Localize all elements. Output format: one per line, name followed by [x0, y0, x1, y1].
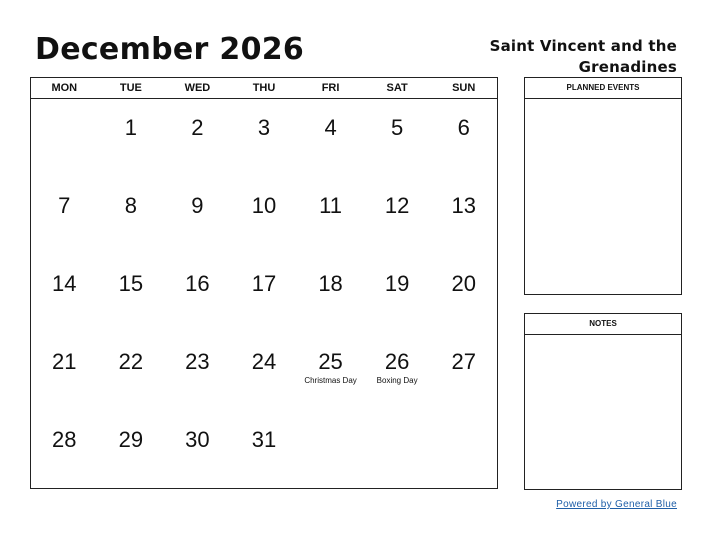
- day-number: 7: [58, 193, 71, 218]
- day-cell: [164, 411, 231, 489]
- day-number: 3: [257, 115, 271, 140]
- day-number: 11: [319, 193, 342, 218]
- day-number: 22: [118, 349, 144, 374]
- day-number: 20: [451, 271, 476, 296]
- calendar-grid: [30, 77, 498, 489]
- day-cell: [430, 411, 497, 489]
- day-cell: [297, 255, 364, 333]
- day-cell: [231, 177, 298, 255]
- powered-by-link[interactable]: Powered by General Blue: [556, 499, 677, 510]
- day-number: 24: [251, 349, 277, 374]
- calendar-days: [31, 99, 497, 489]
- weekday-mon: MON: [51, 82, 78, 94]
- day-number: 6: [457, 115, 470, 140]
- day-cell: [430, 177, 497, 255]
- weekday-fri: FRI: [321, 82, 340, 94]
- day-cell: [364, 411, 431, 489]
- day-number: 4: [324, 115, 337, 140]
- day-number: 8: [124, 193, 137, 218]
- day-cell: [31, 255, 98, 333]
- day-number: 27: [451, 349, 476, 374]
- weekday-sat: SAT: [386, 82, 408, 94]
- day-number: 9: [191, 193, 204, 218]
- day-cell: [98, 99, 165, 177]
- day-number: 29: [118, 427, 144, 452]
- day-cell: [164, 177, 231, 255]
- region-name: [417, 36, 677, 78]
- day-cell: [164, 99, 231, 177]
- day-cell: [297, 333, 364, 411]
- day-cell: [231, 255, 298, 333]
- day-cell: [98, 255, 165, 333]
- day-number: 16: [185, 271, 210, 296]
- weekday-header: [31, 78, 497, 99]
- planned-events-panel: [524, 77, 682, 295]
- day-number: 23: [185, 349, 210, 374]
- day-cell: [364, 177, 431, 255]
- day-cell: [364, 333, 431, 411]
- day-number: 12: [384, 193, 410, 218]
- holiday-label: Boxing Day: [376, 376, 418, 385]
- day-number: 19: [384, 271, 410, 296]
- region-line-2: Grenadines: [578, 58, 677, 76]
- day-cell: [297, 99, 364, 177]
- day-number: 28: [52, 427, 77, 452]
- day-cell: [430, 255, 497, 333]
- weekday-sun: SUN: [452, 82, 476, 94]
- notes-heading: NOTES: [525, 314, 681, 335]
- day-cell: [98, 177, 165, 255]
- day-cell: [364, 255, 431, 333]
- day-cell: [31, 411, 98, 489]
- day-cell: [98, 333, 165, 411]
- weekday-wed: WED: [184, 82, 211, 94]
- day-number: 17: [251, 271, 277, 296]
- weekday-thu: THU: [252, 82, 276, 94]
- day-number: 25: [318, 349, 343, 374]
- day-cell: [98, 411, 165, 489]
- day-cell: [31, 177, 98, 255]
- day-cell: [297, 411, 364, 489]
- holiday-label: Christmas Day: [304, 376, 357, 385]
- region-line-1: Saint Vincent and the: [489, 37, 677, 55]
- day-cell: [231, 411, 298, 489]
- day-number: 15: [118, 271, 144, 296]
- day-number: 5: [391, 115, 404, 140]
- day-cell: [164, 333, 231, 411]
- planned-events-heading: PLANNED EVENTS: [525, 78, 681, 99]
- day-cell: [364, 99, 431, 177]
- page-title: December 2026: [35, 32, 305, 67]
- day-number: 30: [185, 427, 210, 452]
- day-cell: [231, 99, 298, 177]
- day-number: 31: [251, 427, 277, 452]
- day-number: 26: [384, 349, 410, 374]
- day-cell: [164, 255, 231, 333]
- day-number: 13: [451, 193, 476, 218]
- day-number: 10: [251, 193, 277, 218]
- day-number: 1: [124, 115, 137, 140]
- notes-panel: [524, 313, 682, 490]
- weekday-tue: TUE: [119, 82, 142, 94]
- day-number: 14: [52, 271, 77, 296]
- day-cell: [430, 99, 497, 177]
- day-cell: [430, 333, 497, 411]
- day-cell: [31, 99, 98, 177]
- day-number: 18: [318, 271, 343, 296]
- day-cell: [231, 333, 298, 411]
- day-number: 2: [191, 115, 204, 140]
- day-cell: [297, 177, 364, 255]
- day-number: 21: [52, 349, 77, 374]
- day-cell: [31, 333, 98, 411]
